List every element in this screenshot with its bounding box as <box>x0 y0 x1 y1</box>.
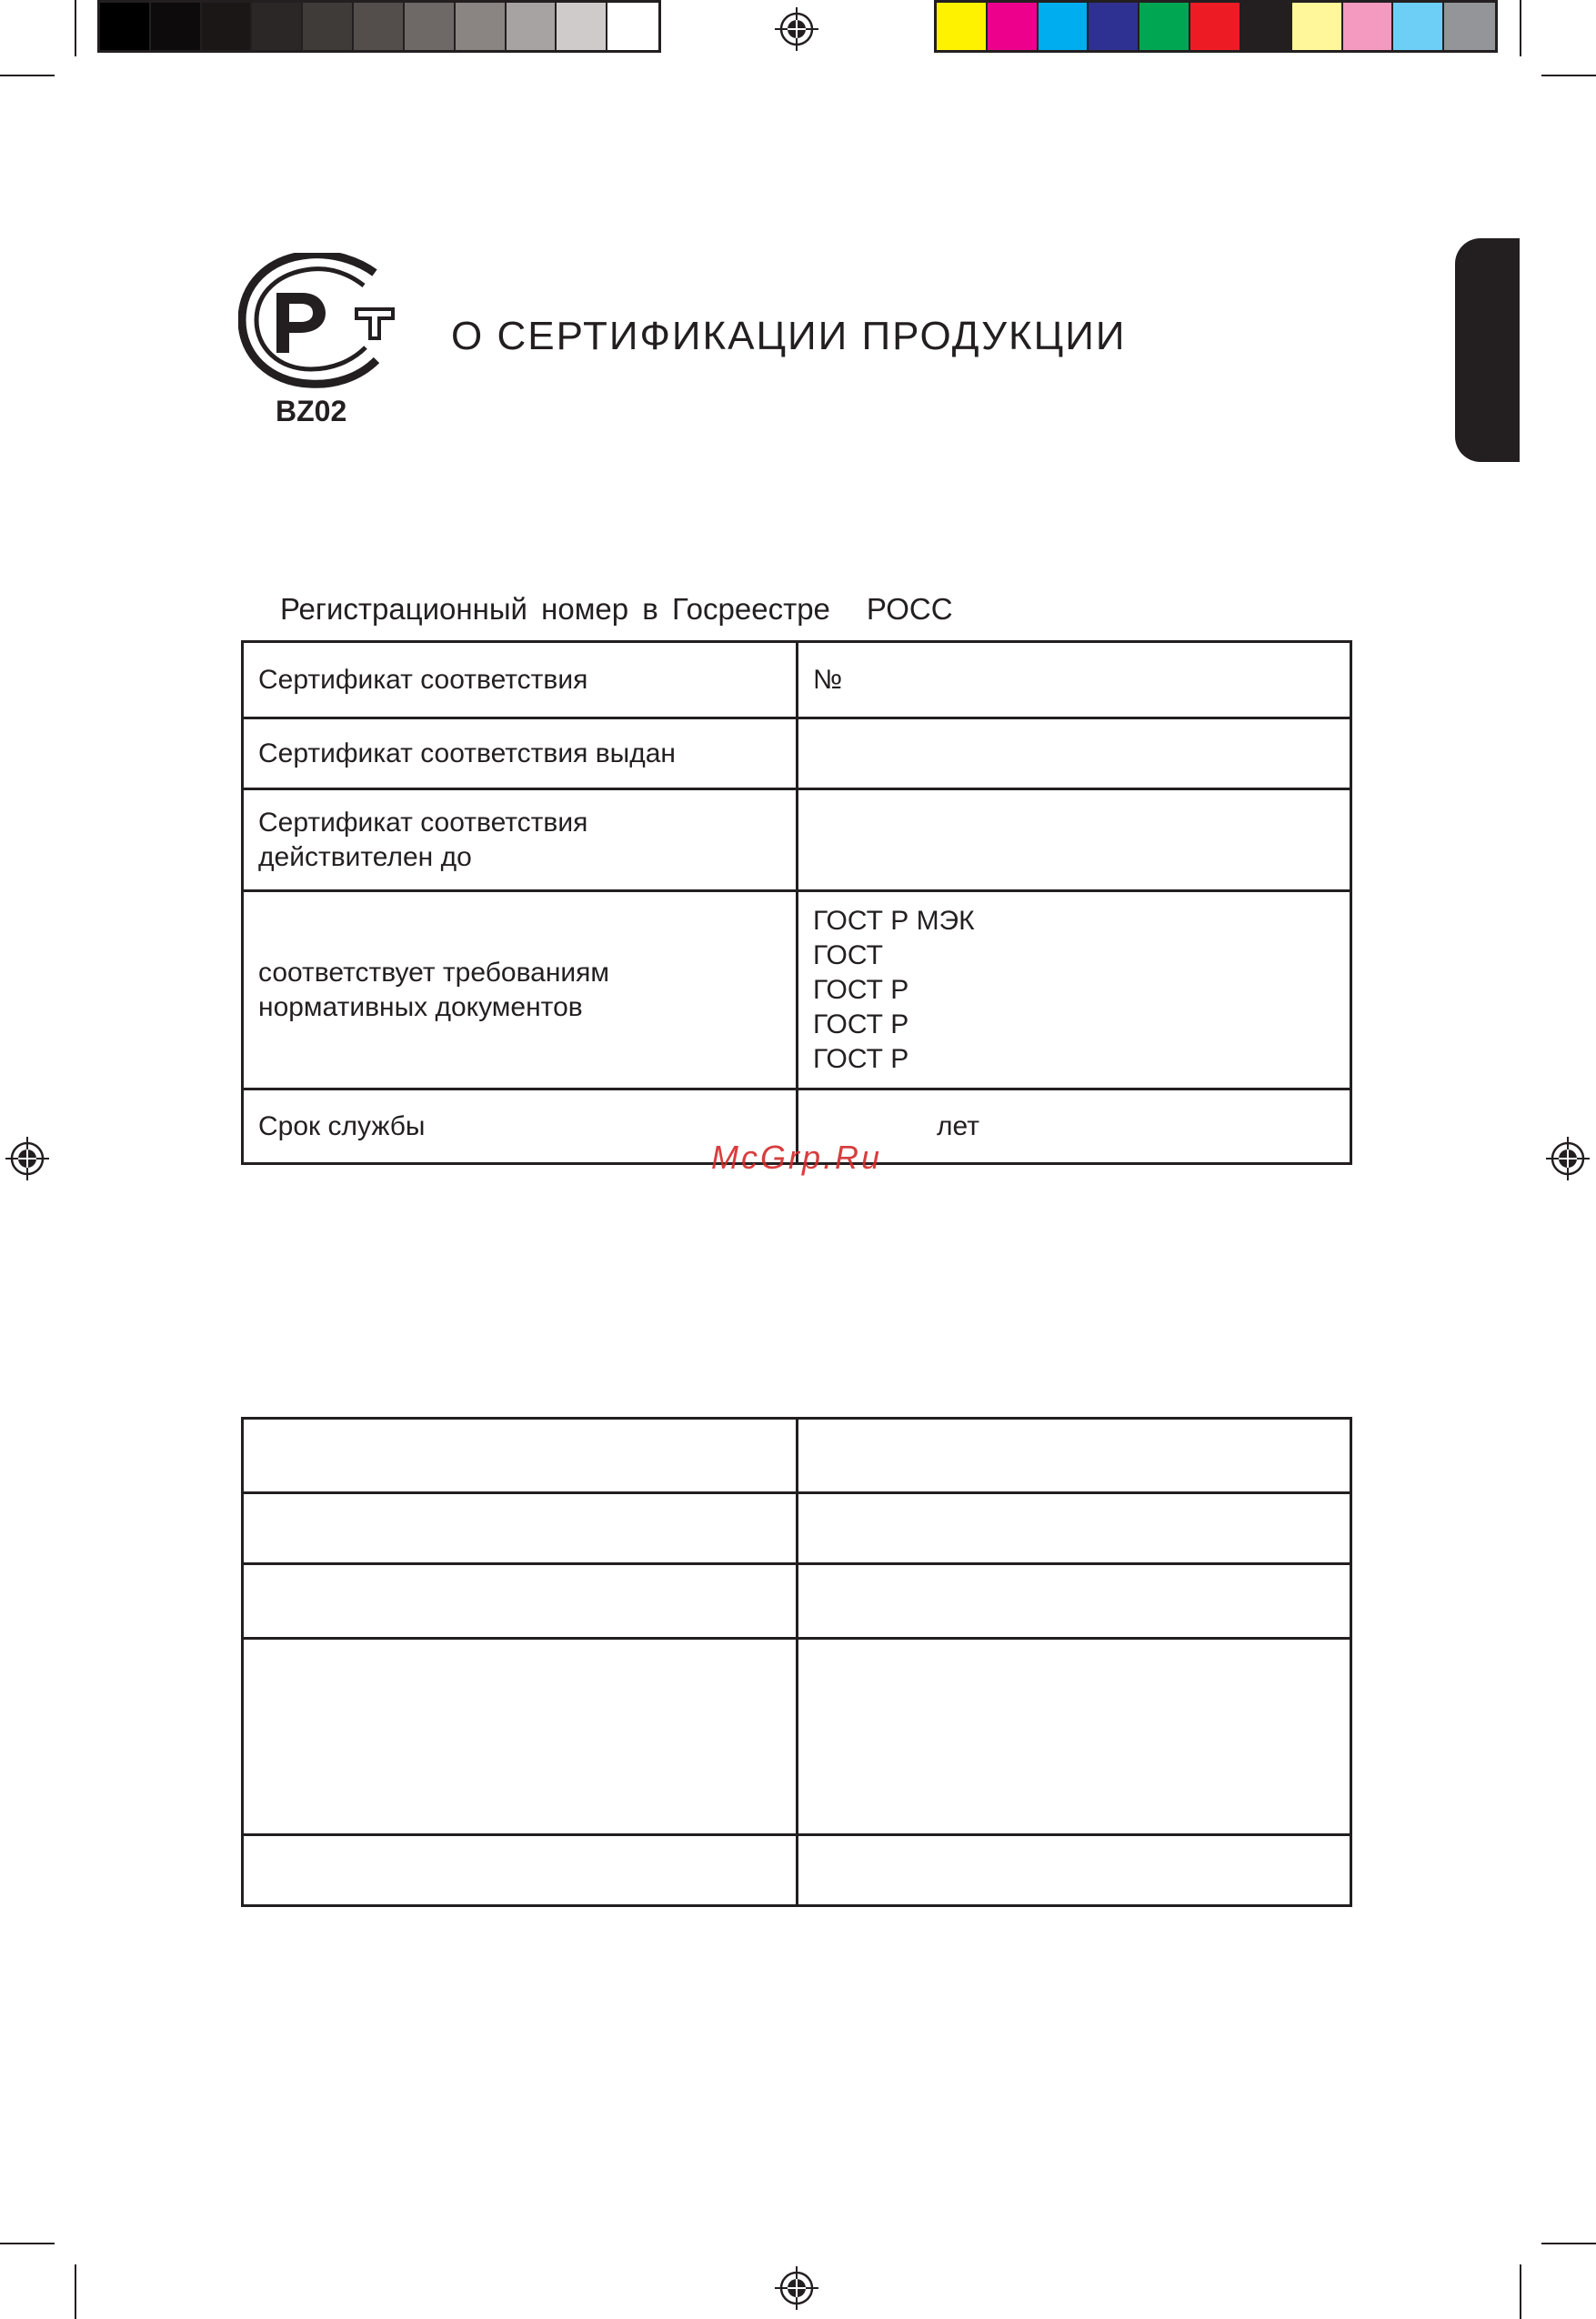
certificate-table <box>241 640 1352 1165</box>
registration-mark-icon <box>5 1137 49 1180</box>
table-row <box>243 642 1351 718</box>
table-row <box>243 789 1351 891</box>
table-cell <box>243 1493 798 1564</box>
table-cell <box>243 1564 798 1639</box>
registry-label: Регистрационный номер в Госреестре <box>280 592 830 626</box>
crop-mark <box>1520 0 1521 56</box>
color-swatch <box>252 3 303 50</box>
logo-code: BZ02 <box>276 395 347 427</box>
table-cell-label: Сертификат соответствия <box>243 642 798 718</box>
pct-certification-logo-icon <box>238 253 402 389</box>
table-cell-value <box>798 789 1351 891</box>
table-row <box>243 718 1351 789</box>
table-cell <box>243 1835 798 1906</box>
crop-mark <box>1541 75 1596 76</box>
label-line: нормативных документов <box>258 991 583 1022</box>
watermark-text: McGrp.Ru <box>711 1139 883 1176</box>
table-cell <box>798 1419 1351 1493</box>
table-cell <box>798 1493 1351 1564</box>
standard-line: ГОСТ Р <box>813 974 909 1005</box>
label-line: Сертификат соответствия <box>258 807 588 838</box>
table-cell-value <box>798 891 1351 1089</box>
crop-mark <box>0 2243 55 2244</box>
table-row <box>243 1835 1351 1906</box>
blank-certificate-table <box>241 1417 1352 1907</box>
color-swatch <box>507 3 557 50</box>
standard-line: ГОСТ Р <box>813 1043 909 1074</box>
table-cell <box>243 1419 798 1493</box>
table-cell <box>798 1835 1351 1906</box>
color-swatch <box>1343 3 1394 50</box>
table-cell-label <box>243 789 798 891</box>
color-swatch <box>405 3 456 50</box>
registration-mark-icon <box>775 2266 818 2310</box>
crop-mark <box>0 75 55 76</box>
table-cell-value: лет <box>798 1089 1351 1164</box>
color-swatch <box>1292 3 1343 50</box>
color-swatch <box>202 3 253 50</box>
registration-mark-icon <box>775 7 818 51</box>
standard-line: ГОСТ Р <box>813 1009 909 1039</box>
page-title: О СЕРТИФИКАЦИИ ПРОДУКЦИИ <box>451 314 1127 358</box>
table-cell-value <box>798 718 1351 789</box>
table-row <box>243 1564 1351 1639</box>
color-swatch <box>100 3 151 50</box>
crop-mark <box>75 0 76 56</box>
table-row <box>243 1639 1351 1835</box>
color-swatch <box>1190 3 1241 50</box>
color-swatch <box>1139 3 1190 50</box>
color-swatch <box>1089 3 1139 50</box>
table-cell <box>798 1564 1351 1639</box>
crop-mark <box>1520 2264 1521 2319</box>
color-swatch <box>354 3 405 50</box>
label-line: действителен до <box>258 841 472 872</box>
standard-line: ГОСТ Р МЭК <box>813 905 975 936</box>
section-tab <box>1455 238 1520 462</box>
color-swatch <box>1393 3 1444 50</box>
crop-mark <box>1541 2243 1596 2244</box>
table-row <box>243 1493 1351 1564</box>
color-swatch <box>988 3 1039 50</box>
color-swatch <box>937 3 988 50</box>
color-calibration-bar <box>934 0 1498 53</box>
registry-number-line <box>280 592 953 627</box>
color-swatch <box>456 3 507 50</box>
crop-mark <box>75 2264 76 2319</box>
table-cell-label: Сертификат соответствия выдан <box>243 718 798 789</box>
grayscale-calibration-bar <box>97 0 661 53</box>
table-cell-label <box>243 891 798 1089</box>
color-swatch <box>607 3 658 50</box>
registry-prefix: РОСС <box>866 592 953 626</box>
table-row <box>243 891 1351 1089</box>
color-swatch <box>151 3 202 50</box>
color-swatch <box>1241 3 1292 50</box>
color-swatch <box>1444 3 1495 50</box>
standard-line: ГОСТ <box>813 939 883 970</box>
registration-mark-icon <box>1546 1137 1590 1180</box>
table-cell <box>798 1639 1351 1835</box>
table-cell <box>243 1639 798 1835</box>
label-line: соответствует требованиям <box>258 957 610 988</box>
table-cell-value: № <box>798 642 1351 718</box>
color-swatch <box>1039 3 1089 50</box>
color-swatch <box>557 3 607 50</box>
table-cell-label: Срок службы <box>243 1089 798 1164</box>
color-swatch <box>303 3 354 50</box>
table-row <box>243 1419 1351 1493</box>
